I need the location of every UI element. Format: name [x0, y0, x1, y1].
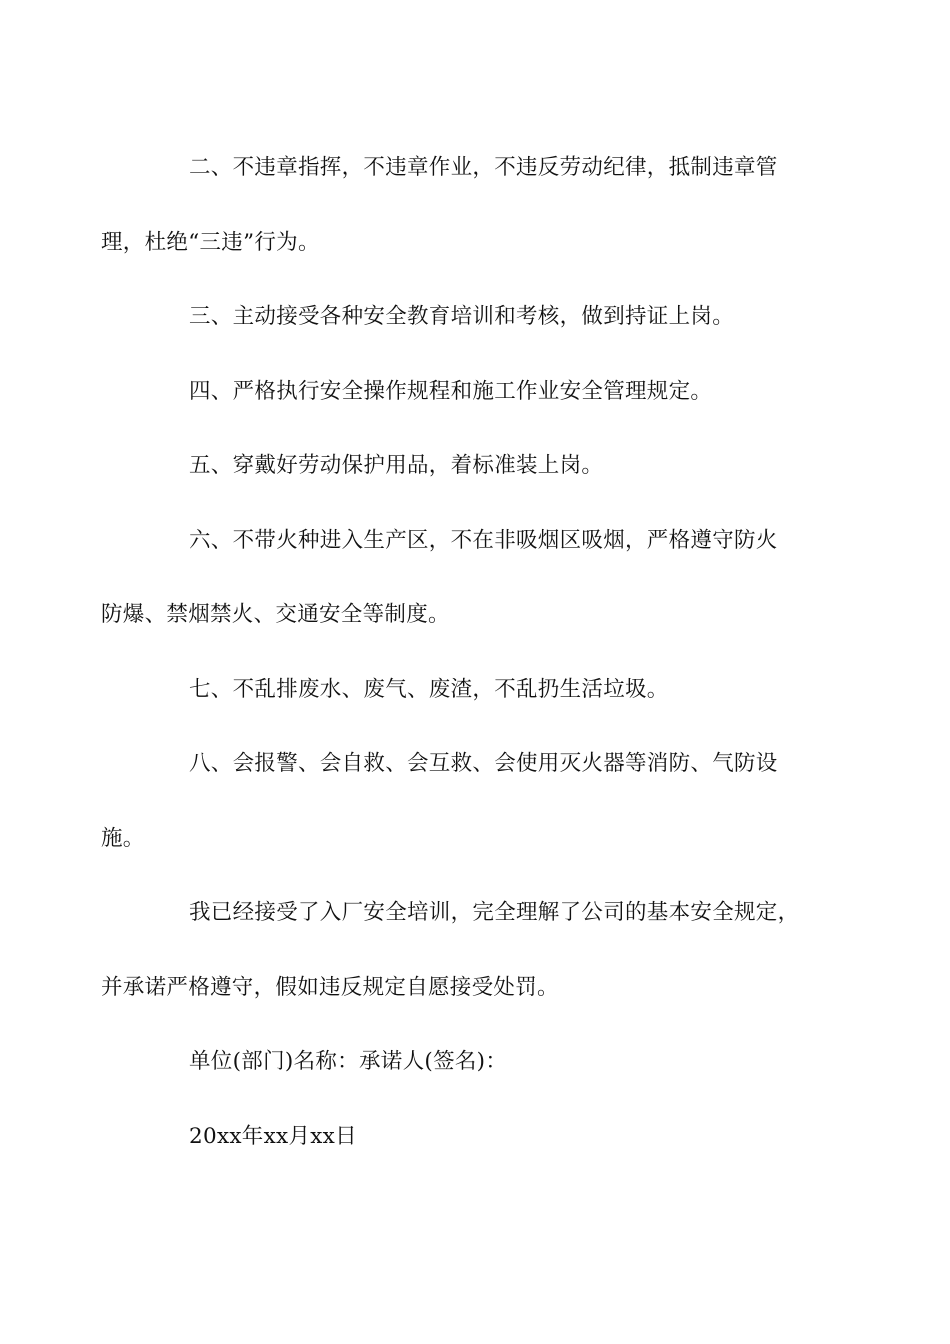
signature-line: [145, 1025, 810, 1100]
document-body: [101, 131, 810, 1174]
paragraph-line: 六、不带火种进入生产区，不在非吸烟区吸烟，严格遵守防火: [189, 527, 778, 553]
date-line: [145, 1100, 810, 1175]
paragraph-rule-2: [101, 131, 810, 280]
paragraph-line: 四、严格执行安全操作规程和施工作业安全管理规定。: [189, 378, 713, 404]
paragraph-line: 理，杜绝“三违”行为。: [101, 229, 320, 255]
paragraph-line: 五、穿戴好劳动保护用品，着标准装上岗。: [189, 453, 604, 478]
paragraph-rule-8: [101, 727, 810, 876]
paragraph-line: 施。: [101, 825, 145, 851]
paragraph-line: 单位(部门)名称：承诺人(签名)：: [189, 1049, 508, 1074]
paragraph-line: 七、不乱排废水、废气、废渣，不乱扔生活垃圾。: [189, 676, 669, 702]
paragraph-line: 并承诺严格遵守，假如违反规定自愿接受处罚。: [101, 974, 559, 1000]
paragraph-rule-6: [101, 504, 810, 653]
paragraph-commitment: [101, 876, 810, 1025]
paragraph-line: 防爆、禁烟禁火、交通安全等制度。: [101, 602, 450, 627]
paragraph-line: 20xx年xx月xx日: [189, 1123, 357, 1149]
paragraph-rule-4: [145, 355, 810, 430]
paragraph-rule-5: [145, 429, 810, 504]
paragraph-rule-3: [145, 280, 810, 355]
paragraph-line: 三、主动接受各种安全教育培训和考核，做到持证上岗。: [189, 304, 735, 329]
paragraph-line: 八、会报警、会自救、会互救、会使用灭火器等消防、气防设: [189, 751, 778, 776]
paragraph-line: 我已经接受了入厂安全培训，完全理解了公司的基本安全规定，: [189, 900, 800, 925]
paragraph-rule-7: [145, 653, 810, 728]
paragraph-line: 二、不违章指挥，不违章作业，不违反劳动纪律，抵制违章管: [189, 155, 778, 180]
